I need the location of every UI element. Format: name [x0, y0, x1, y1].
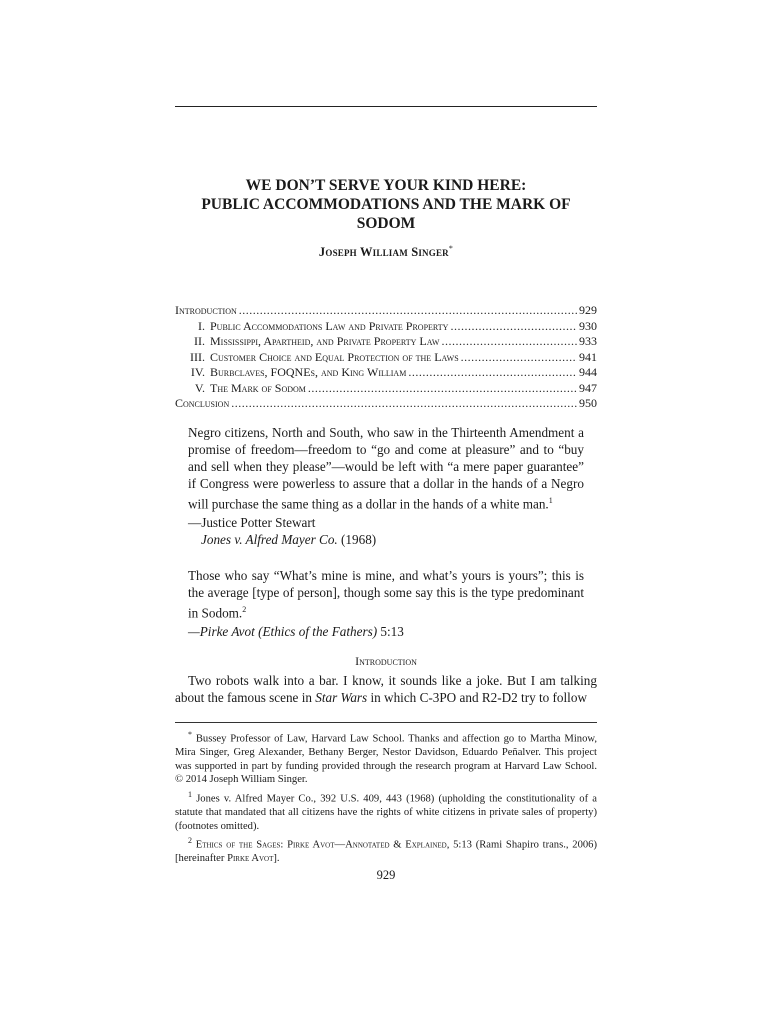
epigraph-quote	[188, 424, 584, 512]
footnote-text: Pirke Avot	[227, 853, 274, 865]
epigraph-attribution: —Justice Potter Stewart	[188, 515, 316, 531]
toc-leader-dots	[231, 396, 577, 412]
toc-entry-number: IV.	[190, 365, 205, 379]
toc-entry-label: Burbclaves, FOQNEs, and King William	[210, 365, 407, 379]
epigraph-quote	[188, 567, 584, 621]
footnote-author	[175, 728, 597, 787]
title-line-2: PUBLIC ACCOMMODATIONS AND THE MARK OF	[201, 196, 571, 213]
toc-entry-page: 929	[579, 303, 597, 317]
toc-leader-dots	[450, 319, 577, 335]
footnote-text: ].	[273, 853, 280, 865]
toc-entry-page: 933	[579, 334, 597, 348]
toc-entry	[175, 350, 597, 366]
epigraph-source-title: —Pirke Avot (Ethics of the Fathers)	[188, 624, 378, 640]
epigraph-quote-text: Those who say “What’s mine is mine, and what’s yours is yours”; this is the average [type of person], though some say this is the type predominant in Sodom.	[188, 568, 584, 621]
body-italic-title: Star Wars	[315, 690, 368, 705]
header-rule	[175, 106, 597, 107]
title-line-1: WE DON’T SERVE YOUR KIND HERE:	[245, 177, 527, 194]
epigraph-source	[188, 623, 584, 640]
footnote-mark: *	[188, 730, 192, 739]
epigraph-source-year: (1968)	[341, 532, 377, 548]
footnote-mark: 2	[188, 836, 192, 846]
toc-entry-label: Introduction	[175, 303, 237, 317]
toc-entry-label: Conclusion	[175, 396, 230, 410]
toc-entry-page: 950	[579, 396, 597, 410]
toc-entry-label: Public Accommodations Law and Private Property	[210, 318, 449, 333]
footnote-text: Ethics of the Sages: Pirke Avot—Annotated & Explained	[195, 839, 447, 851]
toc-entry-page: 947	[579, 380, 597, 395]
toc-entry	[175, 319, 597, 335]
toc-entry-number: I.	[198, 318, 205, 333]
body-text-span: Two robots walk into a bar. I know, it sounds like a joke. But I am talking about the famous scene in	[175, 673, 597, 705]
section-heading: Introduction	[355, 654, 417, 668]
toc-entry-label: Customer Choice and Equal Protection of the Laws	[210, 349, 459, 364]
toc-entry-page: 941	[579, 349, 597, 364]
footnote-mark: 1	[188, 789, 192, 799]
epigraph-source-case: Jones v. Alfred Mayer Co.	[201, 532, 338, 548]
page-number: 929	[376, 868, 396, 882]
footnote-text: Bussey Professor of Law, Harvard Law School. Thanks and affection go to Martha Minow, Mira Singer, Greg Alexander, Bethany Berger, Nestor Davidson, Eduardo Peñalver. This project was supported in part by funding provided through the research program at Harvard Law School. © 2014 Joseph William Singer.	[175, 733, 598, 786]
body-paragraph	[175, 672, 597, 706]
toc-leader-dots	[461, 350, 577, 366]
epigraph-pirke-avot	[188, 567, 584, 640]
footnote-rule	[175, 722, 597, 723]
toc-entry-label: The Mark of Sodom	[210, 380, 306, 395]
footnote-ref: 1	[548, 496, 553, 505]
toc-leader-dots	[308, 381, 577, 397]
epigraph-stewart	[188, 424, 584, 548]
footnote-text: , 5:13 (Rami Shapiro trans., 2006) [hereinafter	[175, 839, 597, 865]
toc-entry	[175, 334, 597, 350]
toc-entry-page: 944	[579, 365, 597, 379]
table-of-contents	[175, 303, 597, 412]
toc-entry	[175, 396, 597, 412]
footnote-text: Jones v. Alfred Mayer Co., 392 U.S. 409, 443 (1968) (upholding the constitutionality of a statute that mandated that all citizens have the rights of white citizens in private sales of property) (footnotes omitted).	[175, 793, 598, 832]
footnote-ref: 2	[242, 605, 247, 614]
toc-leader-dots	[239, 303, 577, 319]
toc-entry-number: V.	[194, 380, 205, 395]
toc-leader-dots	[441, 334, 577, 350]
epigraph-quote-text: Negro citizens, North and South, who saw in the Thirteenth Amendment a promise of freedom—freedom to “go and come at pleasure” and to “buy and sell when they please”—would be left with “a mere paper guarantee” if Congress were powerless to assure that a dollar in the hands of a Negro will purchase the same thing as a dollar in the hands of a white man.	[188, 425, 584, 512]
title-line-3: SODOM	[356, 215, 416, 232]
toc-entry-number: III.	[190, 349, 205, 364]
toc-entry	[175, 303, 597, 319]
author-footnote-mark: *	[448, 244, 454, 253]
toc-entry	[175, 381, 597, 397]
toc-entry-number: II.	[194, 334, 205, 348]
toc-entry	[175, 365, 597, 381]
epigraph-source-ref: 5:13	[380, 624, 404, 640]
footnote-2	[175, 834, 597, 866]
toc-entry-label: Mississippi, Apartheid, and Private Property Law	[210, 334, 440, 348]
author-name: Joseph William Singer	[318, 245, 449, 260]
epigraph-source	[201, 531, 584, 548]
footnote-1	[175, 788, 597, 833]
toc-entry-page: 930	[579, 318, 597, 333]
article-title	[175, 176, 597, 233]
footnotes	[175, 728, 597, 867]
body-text-span: in which C-3PO and R2-D2 try to follow	[367, 690, 587, 705]
toc-leader-dots	[408, 365, 577, 381]
author-byline	[175, 244, 597, 260]
